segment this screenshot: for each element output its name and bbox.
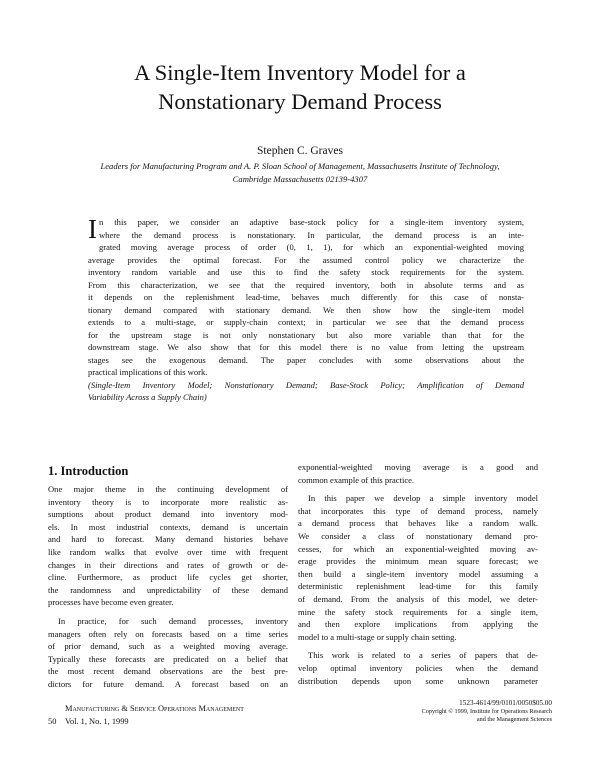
- body-line: One major theme in the continuing development of: [48, 484, 288, 494]
- body-line: the most recent demand observations are the best pre-: [48, 666, 288, 677]
- abstract-line: it depends on the replenishment lead-time, behaves much differently for this case of nonsta-: [88, 292, 524, 302]
- abstract-line: inventory random variable and use this to find the safety stock requirements for the system.: [88, 267, 524, 277]
- abstract-line: stages see the exogenous demand. The paper concludes with some observations about the: [88, 354, 524, 365]
- affiliation-line-2: Cambridge Massachusetts 02139-4307: [232, 174, 368, 184]
- issue-info: Vol. 1, No. 1, 1999: [65, 717, 129, 726]
- body-line: mine the safety stock requirements for a single item,: [298, 606, 538, 617]
- keywords-line: Variability Across a Supply Chain): [88, 392, 207, 402]
- body-line: a demand process that behaves like a random walk.: [298, 518, 538, 529]
- issn-code: 1523-4614/99/0101/0050$05.00: [459, 699, 552, 707]
- body-line: In this paper we develop a simple inventory model: [308, 493, 538, 504]
- abstract-line: where the demand process is nonstationary. In particular, the demand process is an inte-: [99, 229, 524, 240]
- body-line: velop optimal inventory policies when the demand: [298, 662, 538, 673]
- title-line-2: Nonstationary Demand Process: [158, 89, 442, 114]
- body-line: distribution depends upon some unknown parameter: [298, 675, 538, 686]
- journal-name: Manufacturing & Service Operations Management: [65, 704, 244, 713]
- body-line: then build a single-item inventory model assuming a: [298, 568, 538, 579]
- keywords-line: (Single-Item Inventory Model; Nonstationary Demand; Base-Stock Policy; Amplification of Demand: [88, 379, 524, 390]
- body-line: managers often rely on forecasts based on a time series: [48, 628, 288, 639]
- abstract: [88, 216, 524, 404]
- body-line: of prior demand, such as a weighted moving average.: [48, 641, 288, 652]
- copyright-line-1: Copyright © 1999, Institute for Operations Research: [421, 708, 552, 715]
- body-line: In practice, for such demand processes, inventory: [58, 615, 288, 626]
- journal-footer: [48, 702, 244, 728]
- abstract-line: n this paper, we consider an adaptive base-stock policy for a single-item inventory system,: [99, 217, 524, 227]
- body-line: cesses, for which an exponential-weighted moving av-: [298, 543, 538, 554]
- abstract-line: tionary demand compared with stationary demand. We then show how the single-item model: [88, 304, 524, 315]
- body-line: common example of this practice.: [298, 474, 415, 485]
- abstract-line: extends to a multi-stage, or supply-chain context; in particular we see that the demand process: [88, 317, 524, 327]
- page-number: 50: [48, 717, 57, 726]
- abstract-line: grated moving average process of order (0, 1, 1), for which an exponential-weighted moving: [99, 242, 524, 252]
- body-line: deterministic replenishment lead-time for this family: [298, 581, 538, 592]
- body-line: changes in their directions and rates of growth or de-: [48, 559, 288, 570]
- body-line: This work is related to a series of papers that de-: [308, 650, 538, 661]
- body-line: the randomness and unpredictability of these demand: [48, 584, 288, 595]
- affiliation-line-1: Leaders for Manufacturing Program and A. P. Sloan School of Management, Massachusetts Institute of Technology,: [100, 161, 500, 171]
- author-name: Stephen C. Graves: [257, 145, 343, 157]
- body-line: erage provides the minimum mean square forecast; we: [298, 556, 538, 567]
- right-column: [298, 461, 538, 687]
- abstract-line: for the upstream stage is not only nonstationary but also more variable than that for the: [88, 329, 524, 340]
- body-line: exponential-weighted moving average is a good and: [298, 462, 538, 472]
- body-line: cline. Furthermore, as product life cycles get shorter,: [48, 572, 288, 583]
- abstract-line: average provides the optimal forecast. For the assumed control policy we characterize the: [88, 254, 524, 265]
- body-line: and then explore implications from applying the: [298, 619, 538, 630]
- paper-title: [40, 58, 560, 116]
- left-column: [48, 463, 288, 691]
- body-line: and hard to forecast. Many demand histories behave: [48, 534, 288, 545]
- abstract-line: From this characterization, we see that the required inventory, both in absolute terms and as: [88, 279, 524, 290]
- body-line: of demand. From the analysis of this model, we deter-: [298, 593, 538, 604]
- body-line: inventory theory is to incorporate more realistic as-: [48, 496, 288, 507]
- section-heading: 1. Introduction: [48, 464, 129, 478]
- copyright-block: [422, 698, 552, 724]
- abstract-line: practical implications of this work.: [88, 367, 208, 377]
- body-line: processes have become even greater.: [48, 597, 174, 608]
- body-line: dictors for future demand. A forecast based on an: [48, 678, 288, 689]
- body-line: like random walks that evolve over time with frequent: [48, 546, 288, 557]
- abstract-line: downstream stage. We also show that for this model there is no value from letting the upstream: [88, 342, 524, 352]
- body-line: that incorporates this type of demand process, namely: [298, 505, 538, 516]
- body-line: model to a multi-stage or supply chain setting.: [298, 631, 457, 642]
- copyright-line-2: and the Management Sciences: [476, 716, 552, 724]
- body-line: els. In most industrial contexts, demand is uncertain: [48, 521, 288, 532]
- body-line: Typically these forecasts are predicated on a belief that: [48, 653, 288, 664]
- abstract-dropcap: I: [88, 214, 97, 244]
- title-line-1: A Single-Item Inventory Model for a: [134, 60, 466, 85]
- body-line: We consider a class of nonstationary demand pro-: [298, 530, 538, 541]
- issue-row: [48, 715, 244, 728]
- author-affiliation: [30, 160, 570, 186]
- body-line: sumptions about product demand into inventory mod-: [48, 509, 288, 520]
